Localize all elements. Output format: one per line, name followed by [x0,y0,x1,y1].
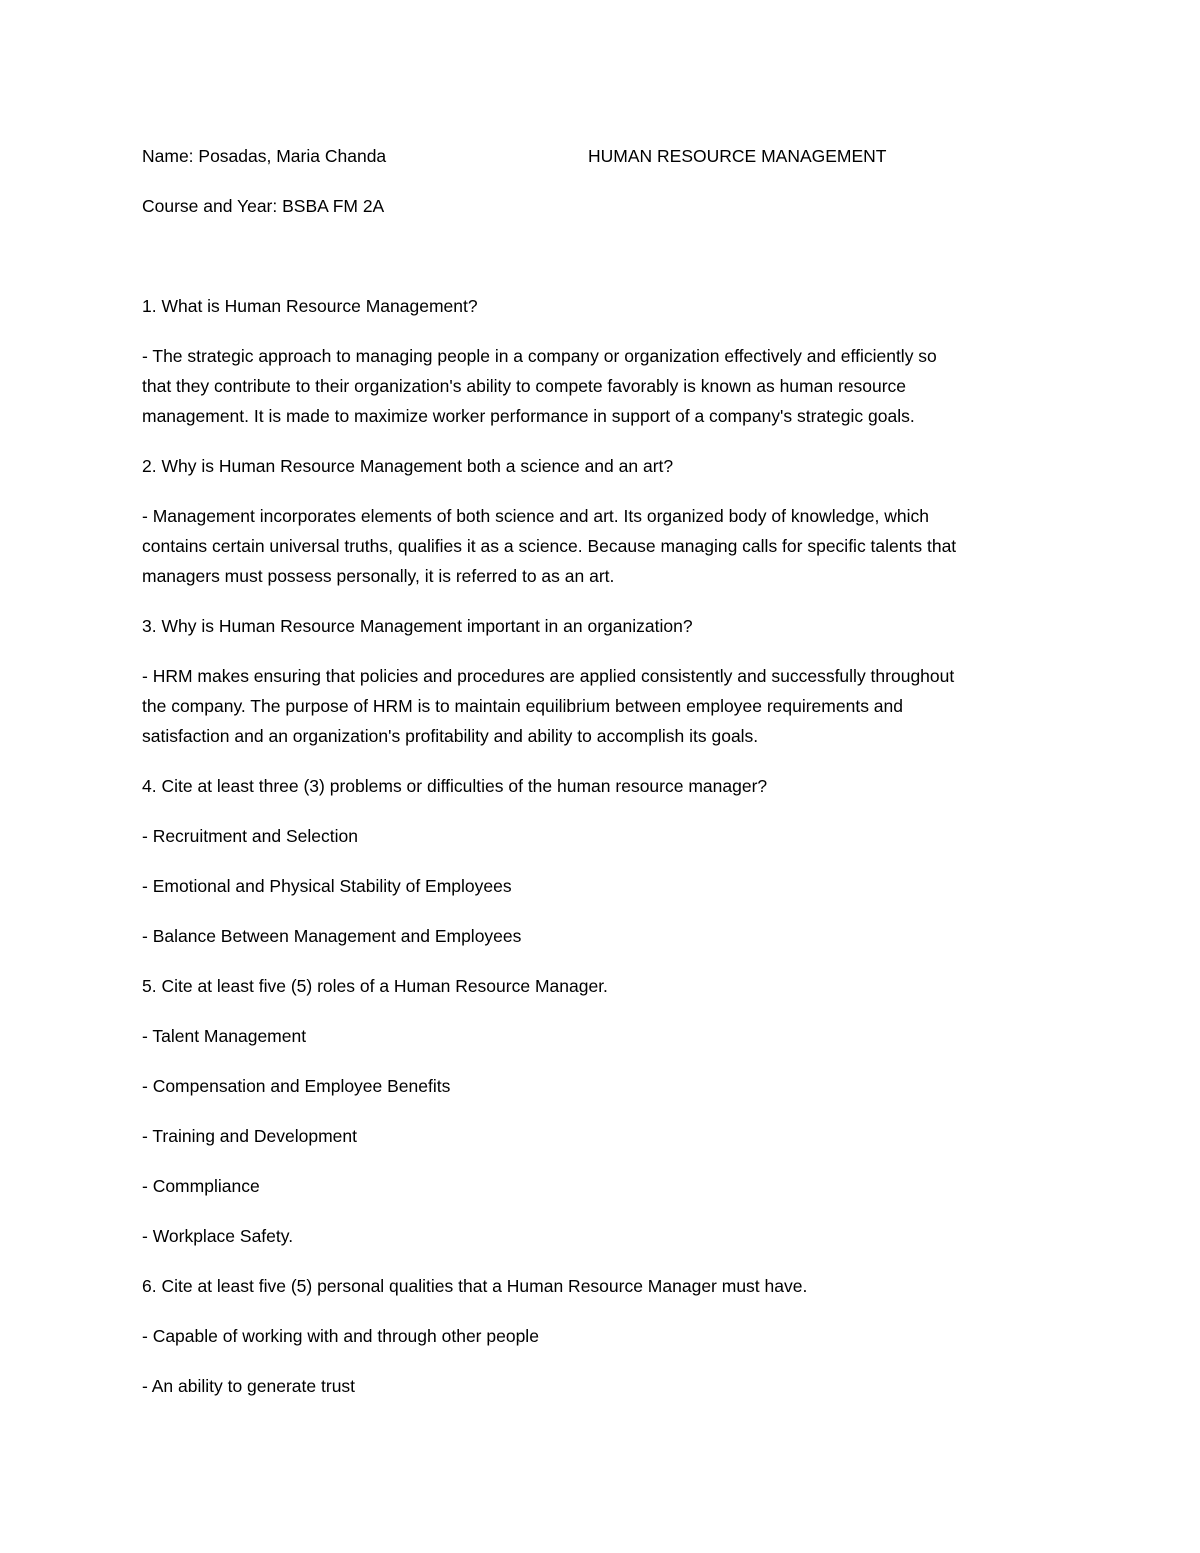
q5-item: - Commpliance [142,1176,260,1196]
q4-item: - Balance Between Management and Employees [142,926,522,946]
subject-title: HUMAN RESOURCE MANAGEMENT [588,146,887,166]
answer-3-line-2: the company. The purpose of HRM is to maintain equilibrium between employee requirements and [142,696,904,716]
q5-item: - Workplace Safety. [142,1226,294,1246]
answer-1-line-3: management. It is made to maximize worker performance in support of a company's strategic goals. [142,406,915,426]
answer-2-line-1: - Management incorporates elements of both science and art. Its organized body of knowledge, which [142,506,929,526]
q5-item: - Talent Management [142,1026,307,1046]
answer-2-line-3: managers must possess personally, it is referred to as an art. [142,566,615,586]
name-line: Name: Posadas, Maria Chanda [142,146,387,166]
answer-3-line-1: - HRM makes ensuring that policies and procedures are applied consistently and successfully throughout [142,666,955,686]
q4-item: - Recruitment and Selection [142,826,358,846]
question-3: 3. Why is Human Resource Management important in an organization? [142,616,693,636]
q5-item: - Training and Development [142,1126,357,1146]
q6-item: - Capable of working with and through other people [142,1326,539,1346]
q5-item: - Compensation and Employee Benefits [142,1076,451,1096]
question-4: 4. Cite at least three (3) problems or difficulties of the human resource manager? [142,776,768,796]
course-line: Course and Year: BSBA FM 2A [142,196,385,216]
answer-2-line-2: contains certain universal truths, qualifies it as a science. Because managing calls for specific talents that [142,536,957,556]
answer-3-line-3: satisfaction and an organization's profitability and ability to accomplish its goals. [142,726,759,746]
question-2: 2. Why is Human Resource Management both a science and an art? [142,456,674,476]
answer-1-line-2: that they contribute to their organization's ability to compete favorably is known as human resource [142,376,907,396]
question-6: 6. Cite at least five (5) personal qualities that a Human Resource Manager must have. [142,1276,808,1296]
q6-item: - An ability to generate trust [142,1376,356,1396]
answer-1-line-1: - The strategic approach to managing people in a company or organization effectively and efficiently so [142,346,937,366]
q4-item: - Emotional and Physical Stability of Employees [142,876,512,896]
question-5: 5. Cite at least five (5) roles of a Human Resource Manager. [142,976,608,996]
question-1: 1. What is Human Resource Management? [142,296,478,316]
